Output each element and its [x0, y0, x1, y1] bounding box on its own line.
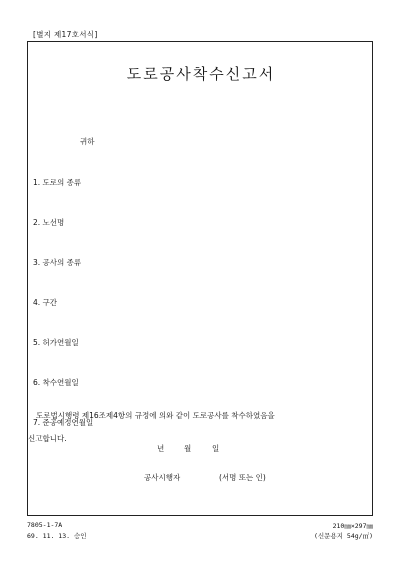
date-year: 년 [157, 444, 165, 453]
item-completion-date: 7. 준공예정연월일 [33, 418, 94, 427]
item-section: 4. 구간 [33, 298, 58, 307]
item-route-name: 2. 노선명 [33, 218, 65, 227]
item-start-date: 6. 착수연월일 [33, 378, 79, 387]
form-title: 도로공사착수신고서 [126, 65, 276, 83]
footer-approval-date: 69. 11. 13. 승인 [27, 532, 87, 540]
recipient-label: 귀하 [80, 137, 95, 146]
statement-line-2: 신고합니다. [28, 434, 67, 443]
footer-paper-type: (신문용지 54g/㎡) [313, 532, 373, 540]
footer-form-code: 7805-1-7A [27, 521, 63, 529]
footer-paper-size: 210㎜×297㎜ [332, 522, 373, 530]
item-construction-type: 3. 공사의 종류 [33, 258, 82, 267]
date-month: 월 [184, 444, 192, 453]
item-permit-date: 5. 허가연월일 [33, 338, 79, 347]
item-road-type: 1. 도로의 종류 [33, 178, 82, 187]
form-number: [별지 제17호서식] [33, 30, 98, 39]
date-day: 일 [212, 444, 220, 453]
signature-label: (서명 또는 인) [219, 473, 266, 482]
applicant-label: 공사시행자 [144, 473, 181, 482]
form-frame [27, 41, 373, 516]
statement-line-1: 도로법시행령 제16조제4항의 규정에 의와 같이 도로공사를 착수하였음을 [36, 411, 275, 420]
